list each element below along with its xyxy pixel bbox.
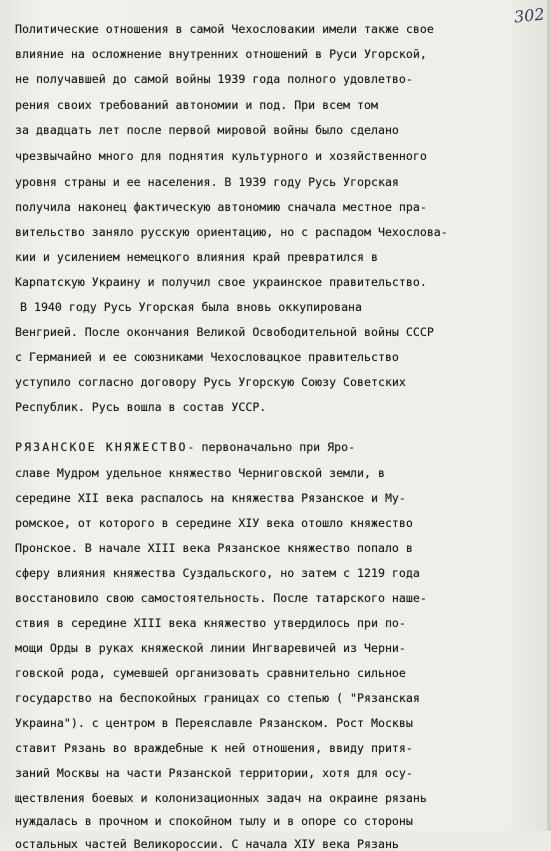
text-line: государство на беспокойных границах со степью ( "Рязанская	[15, 691, 420, 705]
text-line: заний Москвы на части Рязанской территории, хотя для осу-	[15, 766, 413, 780]
text-line: ставит Рязань во враждебные к ней отношения, ввиду притя-	[15, 741, 413, 755]
text-line: Карпатскую Украину и получил свое украинское правительство.	[15, 275, 427, 289]
text-line: середине XII века распалось на княжества Рязанское и Му-	[15, 491, 406, 505]
text-line: кии и усилением немецкого влияния край превратился в	[15, 250, 378, 264]
text-line: восстановило свою самостоятельность. После татарского наше-	[15, 591, 427, 605]
text-line: влияние на осложнение внутренних отношений в Руси Угорской,	[15, 47, 427, 61]
text-line: ромское, от которого в середине XIУ века отошло княжество	[15, 516, 413, 530]
text-line: уровня страны и ее населения. В 1939 году Русь Угорская	[15, 175, 399, 189]
text-line: Венгрией. После окончания Великой Освободительной войны СССР	[15, 325, 434, 339]
text-line: Политические отношения в самой Чехословакии имели также свое	[15, 22, 434, 36]
text-line: сферу влияния княжества Суздальского, но затем с 1219 года	[15, 566, 420, 580]
text-line: с Германией и ее союзниками Чехословацкое правительство	[15, 350, 399, 364]
text-line: чрезвычайно много для поднятия культурного и хозяйственного	[15, 149, 427, 163]
text-line: нуждалась в прочном и спокойном тылу и в опоре со стороны	[15, 814, 413, 828]
text-line: Украина"). с центром в Переяславле Рязанском. Рост Москвы	[15, 716, 413, 730]
text-line: вительство заняло русскую ориентацию, но с распадом Чехослова-	[15, 225, 448, 239]
page-number: 302	[513, 4, 546, 27]
text-line: Республик. Русь вошла в состав УССР.	[15, 400, 267, 414]
section-first-line-text: - первоначально при Яро-	[187, 440, 356, 454]
text-line: ществления боевых и колонизационных задач на окраине рязань	[15, 791, 427, 805]
text-line: славе Мудром удельное княжество Черниговской земли, в	[15, 466, 385, 480]
text-line: не получавшей до самой войны 1939 года полного удовлетво-	[15, 72, 413, 86]
text-line: Пронское. В начале XIII века Рязанское княжество попало в	[15, 541, 413, 555]
text-line: говской рода, сумевшей организовать сравнительно сильное	[15, 666, 406, 680]
section-heading: РЯЗАНСКОЕ КНЯЖЕСТВО	[15, 440, 188, 454]
text-line: ствия в середине XIII века княжество утвердилось при по-	[15, 616, 406, 630]
section-first-line	[15, 440, 355, 454]
text-line: В 1940 году Русь Угорская была вновь оккупирована	[20, 300, 363, 314]
text-line: за двадцать лет после первой мировой войны было сделано	[15, 123, 399, 137]
text-line: остальных частей Великороссии. С начала XIУ века Рязань	[15, 837, 399, 851]
text-line: мощи Орды в руках княжеской линии Ингваревичей из Черни-	[15, 641, 406, 655]
page-edge	[547, 0, 551, 831]
text-line: получила наконец фактическую автономию сначала местное пра-	[15, 200, 427, 214]
text-line: рения своих требований автономии и под. При всем том	[15, 98, 378, 112]
text-line: уступило согласно договору Русь Угорскую Союзу Советских	[15, 375, 406, 389]
